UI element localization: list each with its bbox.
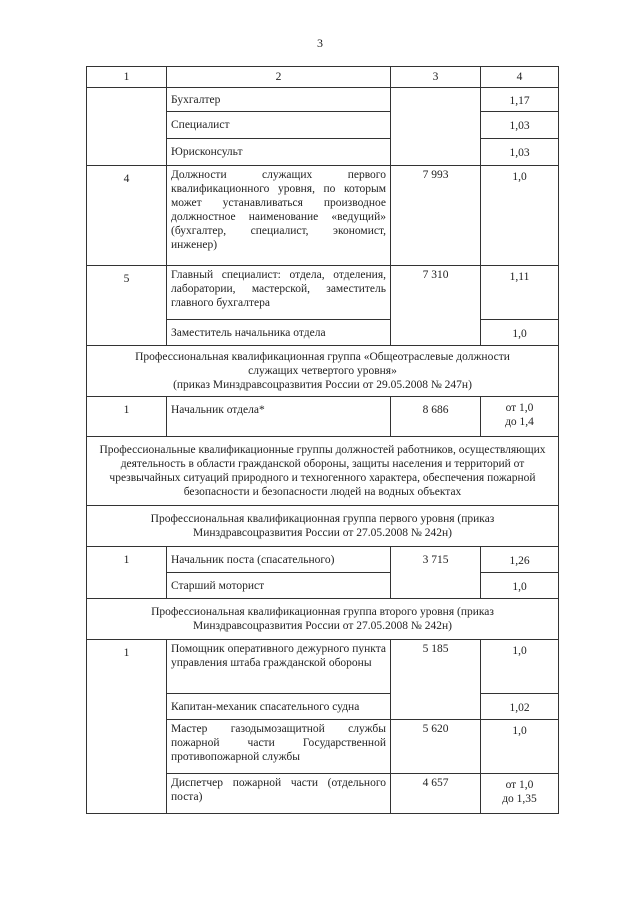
section-title: Профессиональная квалификационная группа первого уровня (приказ Минздравсоцразвития России от 27.05.2008 № 242н)	[87, 506, 559, 547]
row-number: 4	[87, 166, 167, 266]
row-number: 1	[87, 397, 167, 437]
coefficient: 1,03	[481, 112, 559, 139]
position-name: Бухгалтер	[167, 88, 391, 112]
position-name: Начальник поста (спасательного)	[167, 547, 391, 573]
salary-table	[86, 66, 559, 814]
salary: 3 715	[391, 547, 481, 599]
row-number-cell	[87, 88, 167, 166]
coefficient-to: до 1,35	[502, 793, 537, 805]
table-row	[87, 166, 559, 266]
row-number: 5	[87, 266, 167, 346]
salary: 5 620	[391, 720, 481, 774]
table-header-row	[87, 67, 559, 88]
coefficient: 1,0	[481, 573, 559, 599]
coefficient-from: от 1,0	[505, 402, 534, 414]
page-number: 3	[317, 36, 323, 50]
position-name: Старший моторист	[167, 573, 391, 599]
row-number: 1	[87, 547, 167, 599]
salary: 5 185	[391, 640, 481, 720]
salary: 7 993	[391, 166, 481, 266]
position-name: Капитан-механик спасательного судна	[167, 694, 391, 720]
salary: 8 686	[391, 397, 481, 437]
coefficient	[481, 397, 559, 437]
header-col-2: 2	[167, 67, 391, 88]
position-name: Диспетчер пожарной части (отдельного поста)	[167, 774, 391, 814]
coefficient: 1,0	[481, 320, 559, 346]
header-col-1: 1	[87, 67, 167, 88]
coefficient: 1,0	[481, 640, 559, 694]
section-row	[87, 346, 559, 397]
section-title: Профессиональная квалификационная группа второго уровня (приказ Минздравсоцразвития России от 27.05.2008 № 242н)	[87, 599, 559, 640]
table-row	[87, 88, 559, 112]
section-title-line: (приказ Минздравсоцразвития России от 29.05.2008 № 247н)	[173, 379, 472, 391]
position-name: Мастер газодымозащитной службы пожарной части Государственной противопожарной службы	[167, 720, 391, 774]
salary-cell	[391, 88, 481, 166]
coefficient: 1,03	[481, 139, 559, 166]
section-title	[87, 346, 559, 397]
header-col-4: 4	[481, 67, 559, 88]
coefficient: 1,0	[481, 720, 559, 774]
coefficient: 1,17	[481, 88, 559, 112]
section-row	[87, 437, 559, 506]
coefficient: 1,26	[481, 547, 559, 573]
coefficient-from: от 1,0	[505, 779, 534, 791]
salary: 7 310	[391, 266, 481, 346]
section-title: Профессиональные квалификационные группы должностей работников, осуществляющих деятельность в области гражданской обороны, защиты населения и территорий от чрезвычайных ситуаций природного и техногенного характера, обеспечения пожарной безопасности и безопасности людей на водных объектах	[87, 437, 559, 506]
table-row	[87, 397, 559, 437]
position-name: Специалист	[167, 112, 391, 139]
coefficient	[481, 774, 559, 814]
table-row	[87, 547, 559, 573]
section-title-line: служащих четвертого уровня»	[248, 365, 397, 377]
position-name: Помощник оперативного дежурного пункта управления штаба гражданской обороны	[167, 640, 391, 694]
position-name: Заместитель начальника отдела	[167, 320, 391, 346]
coefficient: 1,02	[481, 694, 559, 720]
position-name: Главный специалист: отдела, отделения, лаборатории, мастерской, заместитель главного бухгалтера	[167, 266, 391, 320]
section-row	[87, 599, 559, 640]
header-col-3: 3	[391, 67, 481, 88]
position-name: Юрисконсульт	[167, 139, 391, 166]
salary: 4 657	[391, 774, 481, 814]
table-row	[87, 640, 559, 694]
table-row	[87, 266, 559, 320]
coefficient: 1,0	[481, 166, 559, 266]
coefficient: 1,11	[481, 266, 559, 320]
position-name: Начальник отдела*	[167, 397, 391, 437]
row-number: 1	[87, 640, 167, 814]
coefficient-to: до 1,4	[505, 416, 534, 428]
section-row	[87, 506, 559, 547]
section-title-line: Профессиональная квалификационная группа «Общеотраслевые должности	[135, 351, 510, 363]
position-name: Должности служащих первого квалификационного уровня, по которым может устанавливаться производное должностное наименование «ведущий» (бухгалтер, специалист, экономист, инженер)	[167, 166, 391, 266]
